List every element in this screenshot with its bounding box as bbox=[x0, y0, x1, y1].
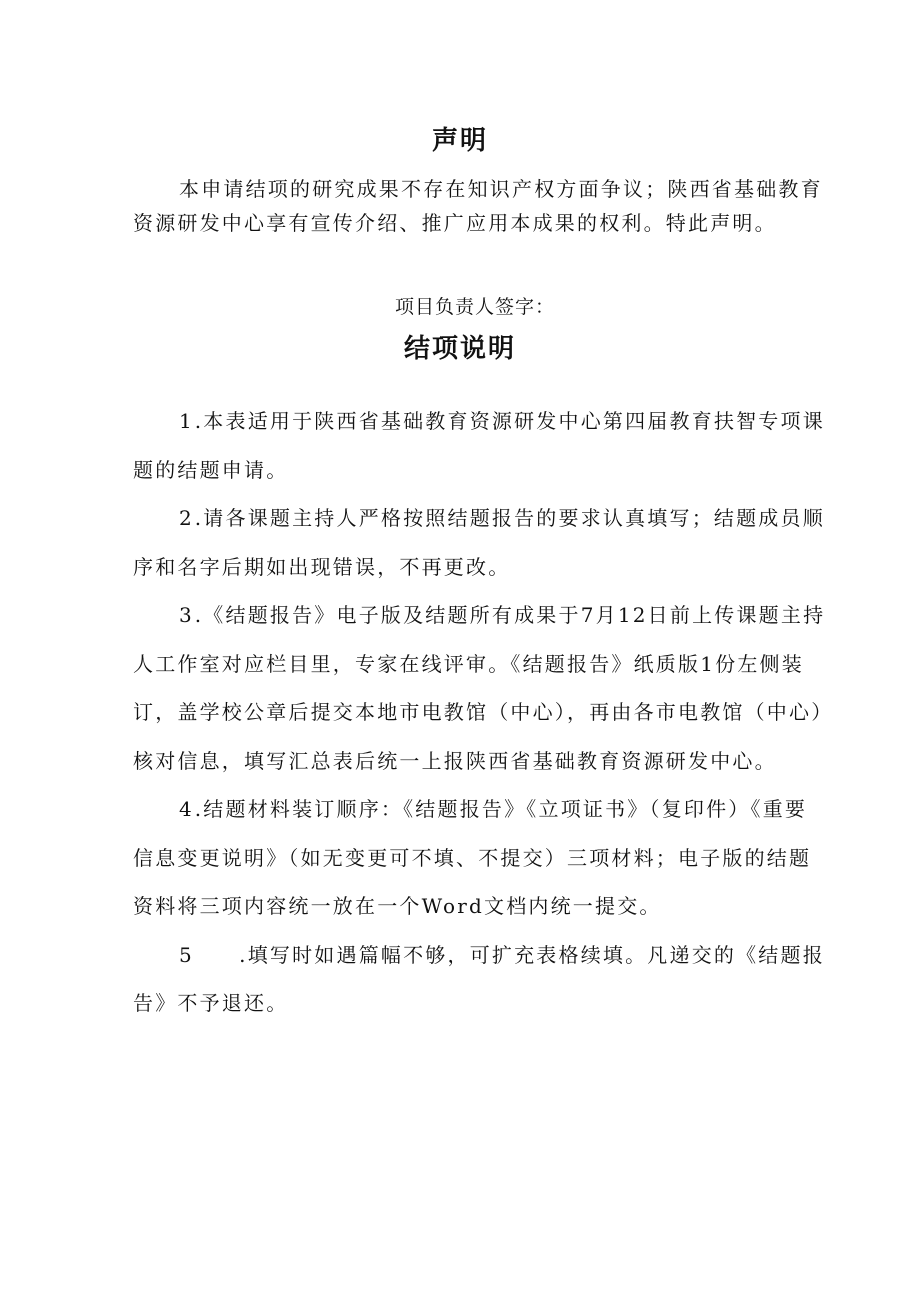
instruction-number: 3 bbox=[179, 603, 195, 627]
instruction-item-1 bbox=[133, 397, 828, 494]
instruction-item-3 bbox=[133, 591, 828, 785]
instruction-number: 4 bbox=[179, 797, 195, 821]
instruction-text: .请各课题主持人严格按照结题报告的要求认真填写；结题成员顺序和名字后期如出现错误，不再更改。 bbox=[133, 506, 825, 579]
instruction-text: .填写时如遇篇幅不够，可扩充表格续填。凡递交的《结题报告》不予退还。 bbox=[133, 942, 825, 1015]
instruction-text: .本表适用于陕西省基础教育资源研发中心第四届教育扶智专项课题的结题申请。 bbox=[133, 409, 825, 482]
signature-label: 项目负责人签字： bbox=[395, 296, 556, 318]
instruction-item-2 bbox=[133, 494, 828, 591]
declaration-section bbox=[133, 172, 833, 240]
instruction-text: .结题材料装订顺序：《结题报告》《立项证书》（复印件）《重要信息变更说明》（如无变更可不填、不提交）三项材料；电子版的结题资料将三项内容统一放在一个Word文档内统一提交。 bbox=[133, 797, 812, 918]
declaration-body: 本申请结项的研究成果不存在知识产权方面争议；陕西省基础教育资源研发中心享有宣传介绍、推广应用本成果的权利。特此声明。 bbox=[133, 177, 823, 235]
instruction-text: .《结题报告》电子版及结题所有成果于7月12日前上传课题主持人工作室对应栏目里，专家在线评审。《结题报告》纸质版1份左侧装订，盖学校公章后提交本地市电教馆（中心），再由各市电教馆（中心）核对信息，填写汇总表后统一上报陕西省基础教育资源研发中心。 bbox=[133, 603, 826, 773]
instruction-item-4 bbox=[133, 785, 828, 931]
declaration-title: 声明 bbox=[431, 126, 488, 156]
instruction-number: 2 bbox=[179, 506, 195, 530]
instructions-list bbox=[133, 397, 828, 1028]
instruction-item-5 bbox=[133, 931, 828, 1028]
instruction-number: 1 bbox=[179, 409, 195, 433]
instruction-number: 5 bbox=[179, 942, 195, 967]
instructions-title: 结项说明 bbox=[403, 334, 516, 364]
